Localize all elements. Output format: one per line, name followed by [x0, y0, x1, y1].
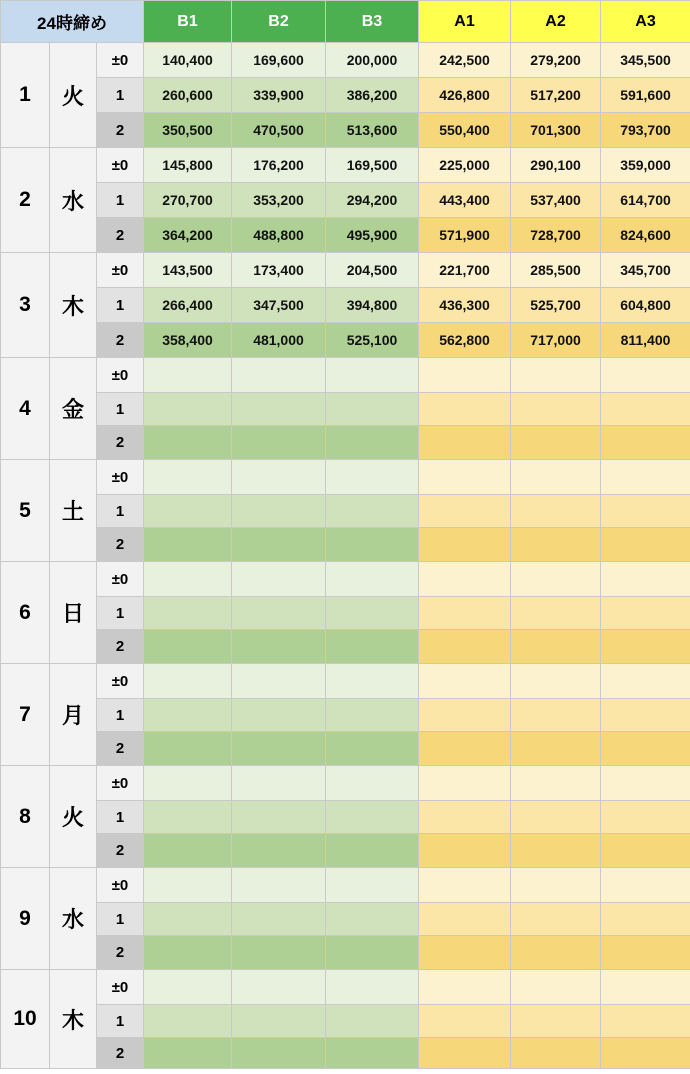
price-cell[interactable] [232, 699, 326, 732]
price-cell[interactable] [326, 732, 419, 766]
price-cell[interactable] [144, 868, 232, 903]
day-number: 7 [1, 664, 50, 766]
weekday-label: 土 [50, 460, 97, 562]
price-cell[interactable] [144, 1005, 232, 1038]
day-number: 6 [1, 562, 50, 664]
price-cell[interactable] [601, 528, 690, 562]
price-cell[interactable] [601, 868, 690, 903]
weekday-label: 月 [50, 664, 97, 766]
column-header-a1: A1 [419, 1, 511, 43]
price-cell[interactable] [419, 664, 511, 699]
price-cell[interactable] [601, 664, 690, 699]
price-cell[interactable] [511, 970, 601, 1005]
price-cell[interactable] [232, 664, 326, 699]
price-cell[interactable] [144, 732, 232, 766]
price-cell[interactable] [511, 1038, 601, 1069]
day-number: 4 [1, 358, 50, 460]
price-cell[interactable] [419, 766, 511, 801]
table-row [1, 562, 690, 597]
price-cell[interactable]: 204,500 [326, 253, 419, 288]
level-label: ±0 [97, 562, 144, 597]
table-row [1, 218, 690, 253]
price-cell[interactable] [144, 699, 232, 732]
price-cell[interactable] [144, 630, 232, 664]
price-cell[interactable] [326, 597, 419, 630]
price-cell[interactable] [419, 936, 511, 970]
price-cell[interactable] [144, 495, 232, 528]
price-cell[interactable]: 604,800 [601, 288, 690, 323]
price-cell[interactable] [511, 528, 601, 562]
price-cell[interactable] [511, 766, 601, 801]
price-cell[interactable]: 290,100 [511, 148, 601, 183]
day-number: 2 [1, 148, 50, 253]
price-cell[interactable]: 145,800 [144, 148, 232, 183]
header-row [1, 1, 690, 43]
price-cell[interactable] [326, 834, 419, 868]
price-cell[interactable] [144, 528, 232, 562]
column-header-b1: B1 [144, 1, 232, 43]
table-row [1, 495, 690, 528]
price-cell[interactable]: 824,600 [601, 218, 690, 253]
price-cell[interactable]: 260,600 [144, 78, 232, 113]
table-row [1, 868, 690, 903]
price-cell[interactable]: 591,600 [601, 78, 690, 113]
price-cell[interactable] [511, 597, 601, 630]
table-row [1, 597, 690, 630]
price-cell[interactable] [144, 801, 232, 834]
price-cell[interactable] [419, 630, 511, 664]
price-cell[interactable] [232, 834, 326, 868]
price-cell[interactable] [144, 597, 232, 630]
price-cell[interactable]: 221,700 [419, 253, 511, 288]
level-label: ±0 [97, 253, 144, 288]
table-row [1, 732, 690, 766]
table-row [1, 78, 690, 113]
level-label: 1 [97, 78, 144, 113]
price-cell[interactable]: 143,500 [144, 253, 232, 288]
price-cell[interactable] [511, 630, 601, 664]
price-cell[interactable] [601, 970, 690, 1005]
column-header-a2: A2 [511, 1, 601, 43]
table-body [1, 43, 690, 1069]
price-cell[interactable]: 436,300 [419, 288, 511, 323]
price-cell[interactable] [326, 393, 419, 426]
price-cell[interactable] [144, 1038, 232, 1069]
level-label: 2 [97, 630, 144, 664]
level-label: 1 [97, 801, 144, 834]
day-number: 1 [1, 43, 50, 148]
price-cell[interactable] [511, 936, 601, 970]
level-label: ±0 [97, 148, 144, 183]
price-cell[interactable] [601, 699, 690, 732]
weekday-label: 木 [50, 253, 97, 358]
level-label: 1 [97, 1005, 144, 1038]
table-row [1, 664, 690, 699]
level-label: ±0 [97, 766, 144, 801]
price-cell[interactable] [144, 970, 232, 1005]
level-label: 2 [97, 323, 144, 358]
price-cell[interactable] [601, 903, 690, 936]
price-cell[interactable] [232, 460, 326, 495]
level-label: ±0 [97, 358, 144, 393]
weekday-label: 火 [50, 766, 97, 868]
price-cell[interactable] [419, 460, 511, 495]
price-cell[interactable]: 140,400 [144, 43, 232, 78]
level-label: 1 [97, 288, 144, 323]
table-row [1, 1005, 690, 1038]
price-cell[interactable] [232, 970, 326, 1005]
day-number: 8 [1, 766, 50, 868]
price-cell[interactable]: 443,400 [419, 183, 511, 218]
price-cell[interactable] [232, 1038, 326, 1069]
price-cell[interactable] [232, 903, 326, 936]
level-label: ±0 [97, 970, 144, 1005]
price-cell[interactable]: 345,700 [601, 253, 690, 288]
level-label: 2 [97, 426, 144, 460]
day-number: 3 [1, 253, 50, 358]
price-cell[interactable] [601, 732, 690, 766]
price-cell[interactable] [419, 1005, 511, 1038]
price-cell[interactable] [144, 358, 232, 393]
price-cell[interactable] [511, 903, 601, 936]
price-cell[interactable]: 242,500 [419, 43, 511, 78]
price-cell[interactable] [326, 1005, 419, 1038]
price-cell[interactable] [326, 699, 419, 732]
level-label: 2 [97, 834, 144, 868]
price-cell[interactable]: 562,800 [419, 323, 511, 358]
column-header-b3: B3 [326, 1, 419, 43]
weekday-label: 日 [50, 562, 97, 664]
price-cell[interactable] [419, 834, 511, 868]
price-cell[interactable]: 294,200 [326, 183, 419, 218]
price-cell[interactable] [232, 393, 326, 426]
price-cell[interactable] [232, 1005, 326, 1038]
level-label: 2 [97, 528, 144, 562]
column-header-a3: A3 [601, 1, 690, 43]
weekday-label: 火 [50, 43, 97, 148]
price-cell[interactable] [326, 936, 419, 970]
level-label: 2 [97, 113, 144, 148]
price-cell[interactable]: 359,000 [601, 148, 690, 183]
price-cell[interactable]: 266,400 [144, 288, 232, 323]
price-cell[interactable]: 386,200 [326, 78, 419, 113]
price-cell[interactable]: 350,500 [144, 113, 232, 148]
level-label: ±0 [97, 43, 144, 78]
table-row [1, 699, 690, 732]
table-row [1, 1038, 690, 1069]
price-cell[interactable] [326, 801, 419, 834]
price-cell[interactable]: 717,000 [511, 323, 601, 358]
price-cell[interactable] [511, 1005, 601, 1038]
table-row [1, 183, 690, 218]
price-cell[interactable]: 173,400 [232, 253, 326, 288]
price-cell[interactable] [326, 426, 419, 460]
price-cell[interactable] [601, 1005, 690, 1038]
price-cell[interactable] [232, 630, 326, 664]
price-cell[interactable] [144, 936, 232, 970]
level-label: ±0 [97, 460, 144, 495]
price-cell[interactable]: 426,800 [419, 78, 511, 113]
level-label: ±0 [97, 868, 144, 903]
level-label: 2 [97, 218, 144, 253]
price-cell[interactable]: 285,500 [511, 253, 601, 288]
table-row [1, 113, 690, 148]
price-cell[interactable] [326, 903, 419, 936]
price-cell[interactable] [326, 766, 419, 801]
table-row [1, 460, 690, 495]
price-cell[interactable] [601, 393, 690, 426]
price-cell[interactable] [232, 766, 326, 801]
weekday-label: 水 [50, 868, 97, 970]
price-cell[interactable] [511, 495, 601, 528]
price-cell[interactable] [601, 495, 690, 528]
price-cell[interactable] [511, 460, 601, 495]
price-cell[interactable]: 279,200 [511, 43, 601, 78]
price-cell[interactable] [511, 358, 601, 393]
price-cell[interactable] [144, 664, 232, 699]
price-cell[interactable] [232, 597, 326, 630]
price-cell[interactable]: 701,300 [511, 113, 601, 148]
price-cell[interactable] [144, 903, 232, 936]
table-row [1, 766, 690, 801]
price-cell[interactable]: 169,600 [232, 43, 326, 78]
price-cell[interactable]: 513,600 [326, 113, 419, 148]
price-cell[interactable] [419, 426, 511, 460]
price-cell[interactable] [232, 562, 326, 597]
price-cell[interactable] [232, 801, 326, 834]
price-cell[interactable] [144, 426, 232, 460]
price-cell[interactable] [419, 562, 511, 597]
price-cell[interactable] [511, 834, 601, 868]
table-row [1, 148, 690, 183]
price-cell[interactable]: 470,500 [232, 113, 326, 148]
price-cell[interactable] [326, 1038, 419, 1069]
table-row [1, 630, 690, 664]
price-cell[interactable]: 225,000 [419, 148, 511, 183]
price-cell[interactable]: 728,700 [511, 218, 601, 253]
price-cell[interactable] [419, 801, 511, 834]
table-row [1, 426, 690, 460]
price-cell[interactable]: 525,100 [326, 323, 419, 358]
price-cell[interactable] [419, 903, 511, 936]
table-row [1, 936, 690, 970]
price-cell[interactable]: 488,800 [232, 218, 326, 253]
day-number: 10 [1, 970, 50, 1069]
price-cell[interactable] [232, 426, 326, 460]
price-cell[interactable]: 614,700 [601, 183, 690, 218]
price-cell[interactable]: 537,400 [511, 183, 601, 218]
price-cell[interactable] [511, 868, 601, 903]
day-number: 9 [1, 868, 50, 970]
price-cell[interactable]: 358,400 [144, 323, 232, 358]
level-label: 2 [97, 936, 144, 970]
price-cell[interactable] [419, 732, 511, 766]
price-cell[interactable] [601, 358, 690, 393]
price-cell[interactable] [511, 732, 601, 766]
price-cell[interactable] [601, 460, 690, 495]
price-cell[interactable]: 517,200 [511, 78, 601, 113]
price-cell[interactable]: 394,800 [326, 288, 419, 323]
price-cell[interactable] [144, 834, 232, 868]
column-header-b2: B2 [232, 1, 326, 43]
price-cell[interactable]: 176,200 [232, 148, 326, 183]
price-cell[interactable]: 200,000 [326, 43, 419, 78]
price-cell[interactable] [601, 834, 690, 868]
price-cell[interactable] [326, 630, 419, 664]
price-cell[interactable] [144, 766, 232, 801]
price-cell[interactable] [601, 1038, 690, 1069]
price-cell[interactable] [232, 528, 326, 562]
weekday-label: 水 [50, 148, 97, 253]
price-cell[interactable] [419, 597, 511, 630]
table-title: 24時締め [1, 1, 144, 43]
price-cell[interactable] [232, 936, 326, 970]
price-cell[interactable]: 495,900 [326, 218, 419, 253]
day-number: 5 [1, 460, 50, 562]
table-row [1, 801, 690, 834]
price-cell[interactable] [144, 393, 232, 426]
table-row [1, 43, 690, 78]
price-cell[interactable] [601, 597, 690, 630]
price-cell[interactable] [326, 528, 419, 562]
price-cell[interactable] [601, 766, 690, 801]
price-cell[interactable]: 571,900 [419, 218, 511, 253]
price-cell[interactable] [601, 801, 690, 834]
price-cell[interactable] [144, 562, 232, 597]
price-cell[interactable] [232, 495, 326, 528]
price-cell[interactable] [232, 868, 326, 903]
price-cell[interactable] [419, 868, 511, 903]
price-cell[interactable] [144, 460, 232, 495]
table-row [1, 970, 690, 1005]
price-cell[interactable] [419, 495, 511, 528]
price-cell[interactable] [419, 1038, 511, 1069]
price-cell[interactable] [326, 460, 419, 495]
table-row [1, 358, 690, 393]
table-row [1, 393, 690, 426]
price-cell[interactable]: 345,500 [601, 43, 690, 78]
price-cell[interactable] [419, 358, 511, 393]
price-cell[interactable] [232, 732, 326, 766]
price-cell[interactable] [326, 358, 419, 393]
price-cell[interactable]: 481,000 [232, 323, 326, 358]
level-label: 1 [97, 183, 144, 218]
price-cell[interactable]: 550,400 [419, 113, 511, 148]
price-cell[interactable] [601, 630, 690, 664]
price-cell[interactable] [511, 562, 601, 597]
price-cell[interactable]: 339,900 [232, 78, 326, 113]
price-cell[interactable]: 525,700 [511, 288, 601, 323]
price-cell[interactable] [601, 426, 690, 460]
price-cell[interactable] [511, 664, 601, 699]
level-label: 1 [97, 699, 144, 732]
table-row [1, 253, 690, 288]
price-cell[interactable] [511, 426, 601, 460]
price-cell[interactable] [419, 393, 511, 426]
table-row [1, 834, 690, 868]
table-row [1, 903, 690, 936]
weekday-label: 木 [50, 970, 97, 1069]
price-cell[interactable]: 793,700 [601, 113, 690, 148]
price-cell[interactable] [601, 562, 690, 597]
level-label: 1 [97, 393, 144, 426]
price-cell[interactable] [326, 495, 419, 528]
price-cell[interactable] [326, 970, 419, 1005]
price-cell[interactable] [511, 393, 601, 426]
table-row [1, 528, 690, 562]
level-label: 2 [97, 1038, 144, 1069]
price-cell[interactable]: 270,700 [144, 183, 232, 218]
price-cell[interactable] [601, 936, 690, 970]
weekday-label: 金 [50, 358, 97, 460]
level-label: 1 [97, 495, 144, 528]
price-cell[interactable]: 353,200 [232, 183, 326, 218]
price-cell[interactable] [419, 970, 511, 1005]
price-cell[interactable]: 364,200 [144, 218, 232, 253]
price-cell[interactable] [419, 528, 511, 562]
price-cell[interactable]: 169,500 [326, 148, 419, 183]
price-cell[interactable] [232, 358, 326, 393]
level-label: 1 [97, 597, 144, 630]
price-cell[interactable] [511, 801, 601, 834]
level-label: 2 [97, 732, 144, 766]
price-cell[interactable] [419, 699, 511, 732]
price-cell[interactable] [326, 664, 419, 699]
price-cell[interactable] [511, 699, 601, 732]
price-cell[interactable]: 811,400 [601, 323, 690, 358]
price-cell[interactable] [326, 868, 419, 903]
table-row [1, 288, 690, 323]
table-row [1, 323, 690, 358]
level-label: 1 [97, 903, 144, 936]
price-cell[interactable] [326, 562, 419, 597]
level-label: ±0 [97, 664, 144, 699]
price-cell[interactable]: 347,500 [232, 288, 326, 323]
